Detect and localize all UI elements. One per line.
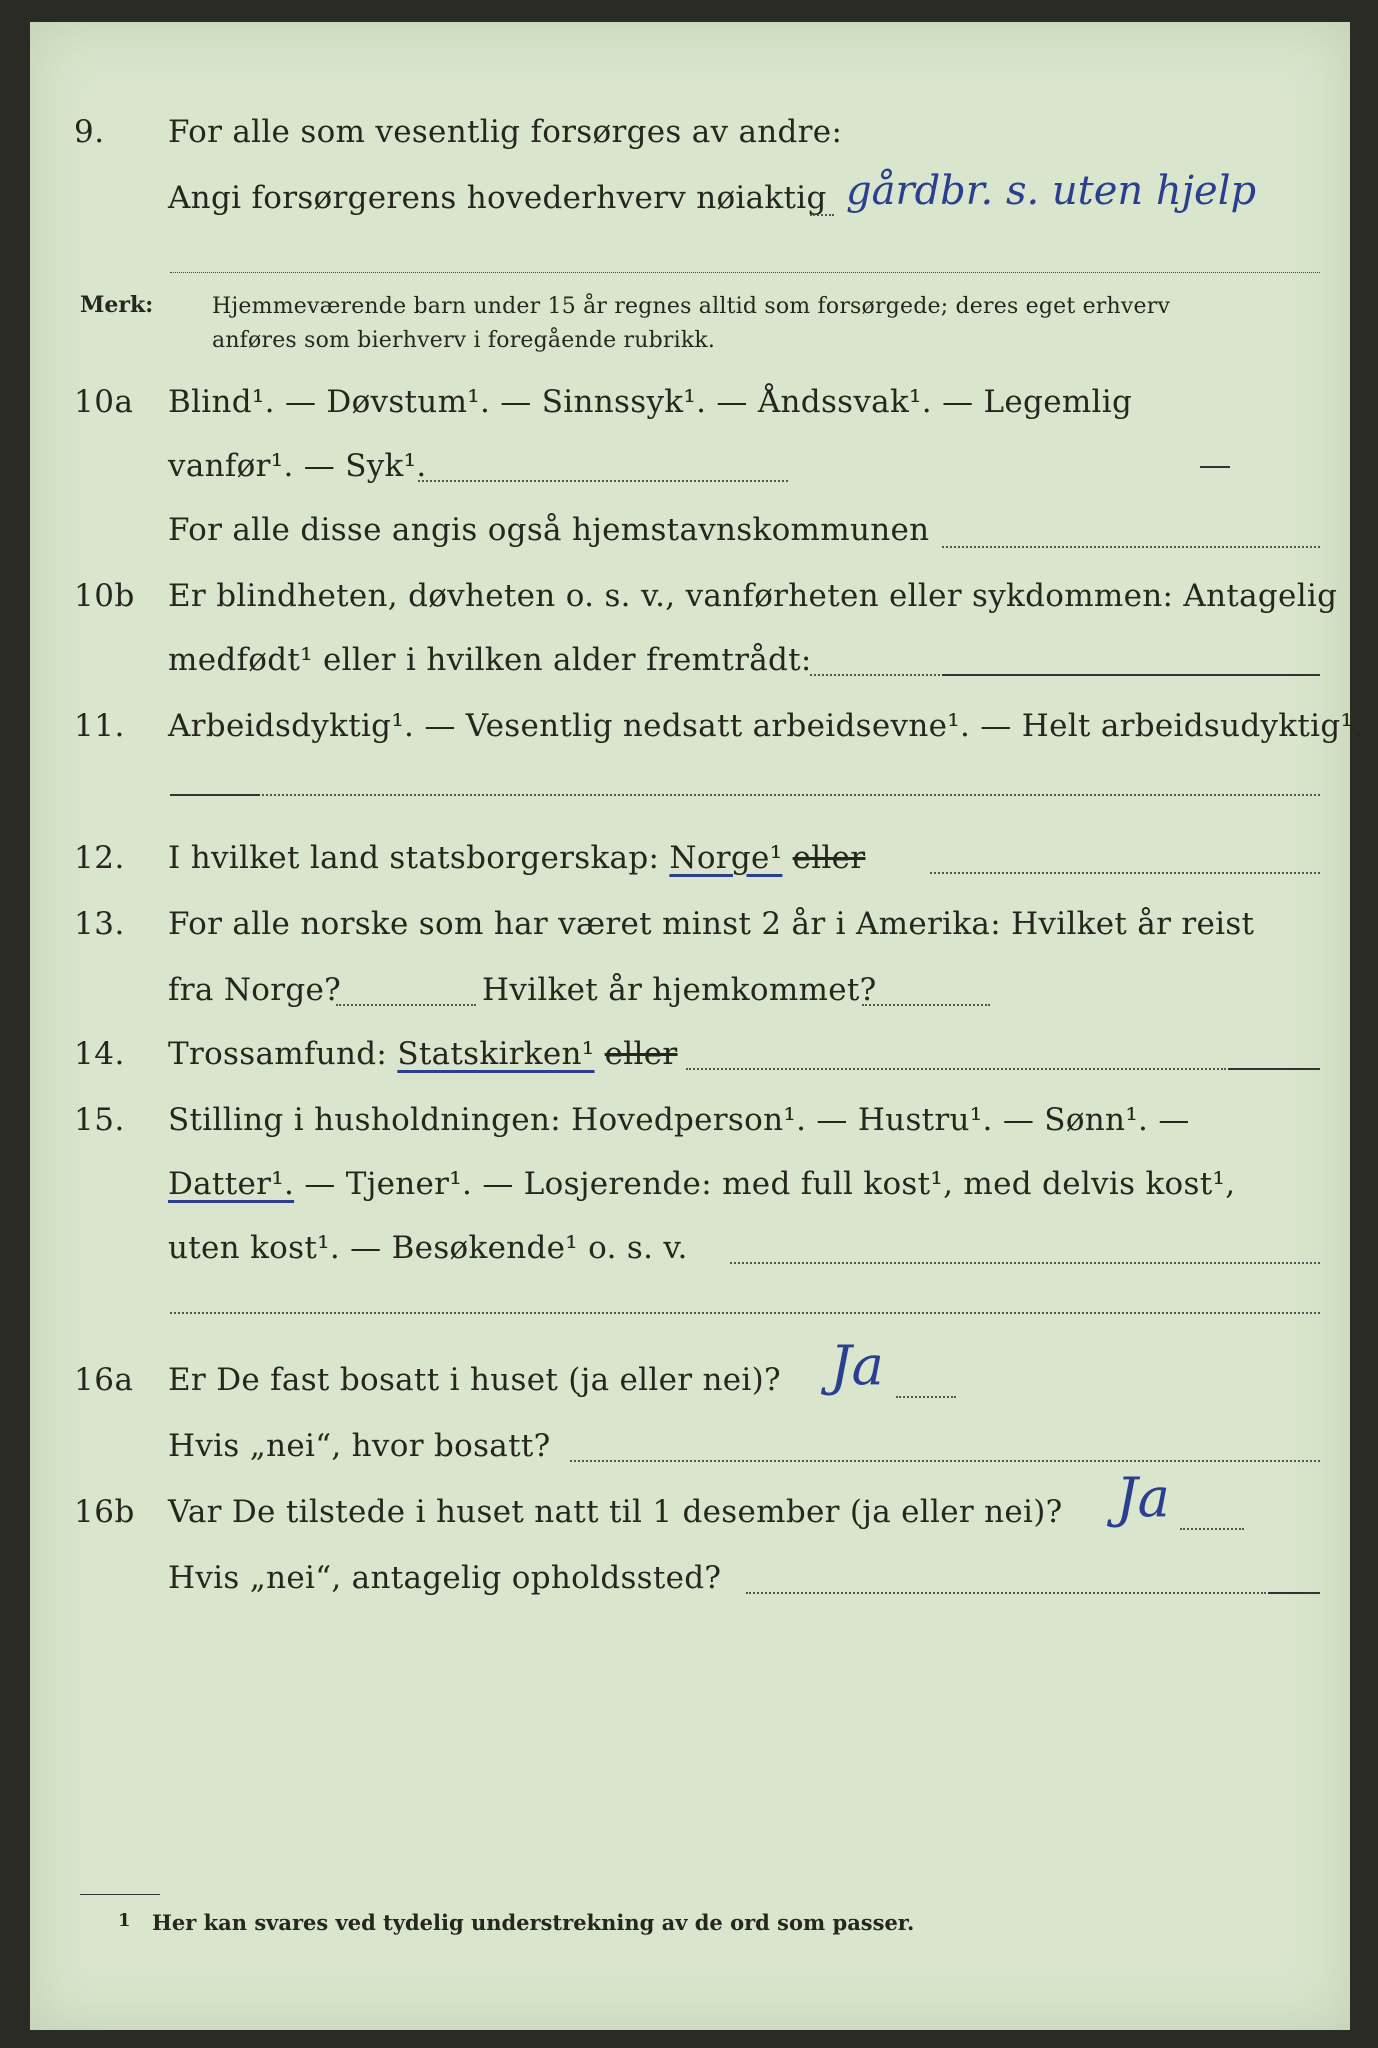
q14-prefix: Trossamfund:	[168, 1036, 388, 1072]
q14-value: Statskirken¹	[397, 1036, 595, 1072]
q14-line	[168, 1036, 678, 1072]
q10b-line2: medfødt¹ eller i hvilken alder fremtrådt:	[168, 642, 812, 678]
q10a-line1: Blind¹. — Døvstum¹. — Sinnssyk¹. — Åndssvak¹. — Legemlig	[168, 384, 1133, 420]
q16a-handwritten-answer: Ja	[830, 1334, 884, 1397]
merk-line1: Hjemmeværende barn under 15 år regnes alltid som forsørgede; deres eget erhverv	[212, 294, 1171, 319]
footnote-mark: 1	[118, 1910, 131, 1931]
q15-extra-dots	[170, 1312, 1320, 1314]
q14-dots	[686, 1068, 1226, 1070]
q10b-line1: Er blindheten, døvheten o. s. v., vanførheten eller sykdommen: Antagelig	[168, 578, 1338, 614]
q15-number: 15.	[74, 1102, 125, 1138]
q16a-line2: Hvis „nei“, hvor bosatt?	[168, 1428, 551, 1464]
q9-line1: For alle som vesentlig forsørges av andre:	[168, 114, 843, 150]
q12-prefix: I hvilket land statsborgerskap:	[168, 840, 660, 876]
census-form-page	[30, 22, 1364, 2030]
q10a-hjemstavn-dots	[942, 546, 1320, 548]
q15-datter: Datter¹.	[168, 1166, 295, 1202]
q9-handwritten-answer: gårdbr. s. uten hjelp	[846, 168, 1257, 214]
q11-solid-line	[170, 794, 260, 796]
q10b-solid-line	[942, 674, 1320, 676]
q9-number: 9.	[74, 114, 105, 150]
q13-line1: For alle norske som har været minst 2 år i Amerika: Hvilket år reist	[168, 906, 1255, 942]
q9-line2: Angi forsørgerens hovederhverv nøiaktig	[168, 180, 827, 216]
q9-dotted-line	[810, 214, 834, 216]
q16b-dots	[1180, 1528, 1244, 1530]
q15-dots	[730, 1262, 1320, 1264]
q16b-number: 16b	[74, 1494, 135, 1530]
q14-solid-line	[1228, 1068, 1320, 1070]
q16b-sted-dots	[746, 1592, 1266, 1594]
q16b-handwritten-answer: Ja	[1116, 1466, 1170, 1529]
q11-dots	[262, 794, 1320, 796]
q16b-solid-line	[1268, 1592, 1320, 1594]
q16a-dots	[896, 1396, 956, 1398]
q10a-line2: vanfør¹. — Syk¹.	[168, 448, 427, 484]
merk-label: Merk:	[80, 292, 154, 318]
merk-line2: anføres som bierhverv i foregående rubrikk.	[212, 328, 716, 353]
q15-line1: Stilling i husholdningen: Hovedperson¹. — Hustru¹. — Sønn¹. —	[168, 1102, 1190, 1138]
footnote-text: Her kan svares ved tydelig understrekning av de ord som passer.	[152, 1910, 915, 1935]
q12-dots	[930, 872, 1320, 874]
q16b-line2: Hvis „nei“, antagelig opholdssted?	[168, 1560, 722, 1596]
q10a-dash-mark	[1200, 466, 1230, 468]
q13-number: 13.	[74, 906, 125, 942]
q14-number: 14.	[74, 1036, 125, 1072]
q12-eller: eller	[792, 840, 866, 876]
q10b-number: 10b	[74, 578, 135, 614]
q12-number: 12.	[74, 840, 125, 876]
q16a-bosatt-dots	[570, 1460, 1320, 1462]
q15-line2-rest: — Tjener¹. — Losjerende: med full kost¹, med delvis kost¹,	[294, 1166, 1236, 1202]
q15-line2	[168, 1166, 1235, 1202]
q16b-line1: Var De tilstede i huset natt til 1 desember (ja eller nei)?	[168, 1494, 1063, 1530]
q13-line2b: Hvilket år hjemkommet?	[482, 972, 877, 1008]
q13-reist-dots	[336, 1004, 476, 1006]
footnote-rule	[80, 1894, 160, 1895]
q13-line2a: fra Norge?	[168, 972, 342, 1008]
q13-hjem-dots	[862, 1004, 990, 1006]
q10a-line3: For alle disse angis også hjemstavnskommunen	[168, 512, 930, 548]
q14-eller: eller	[604, 1036, 678, 1072]
q11-line1: Arbeidsdyktig¹. — Vesentlig nedsatt arbeidsevne¹. — Helt arbeidsudyktig¹.	[168, 708, 1364, 744]
q16a-number: 16a	[74, 1362, 134, 1398]
divider	[170, 272, 1320, 273]
q10a-number: 10a	[74, 384, 134, 420]
q12-line	[168, 840, 865, 876]
q12-norge: Norge¹	[669, 840, 783, 876]
q10a-syk-dots	[418, 480, 788, 482]
q10b-dots	[810, 674, 940, 676]
q15-line3: uten kost¹. — Besøkende¹ o. s. v.	[168, 1230, 688, 1266]
q16a-line1: Er De fast bosatt i huset (ja eller nei)?	[168, 1362, 781, 1398]
q11-number: 11.	[74, 708, 125, 744]
